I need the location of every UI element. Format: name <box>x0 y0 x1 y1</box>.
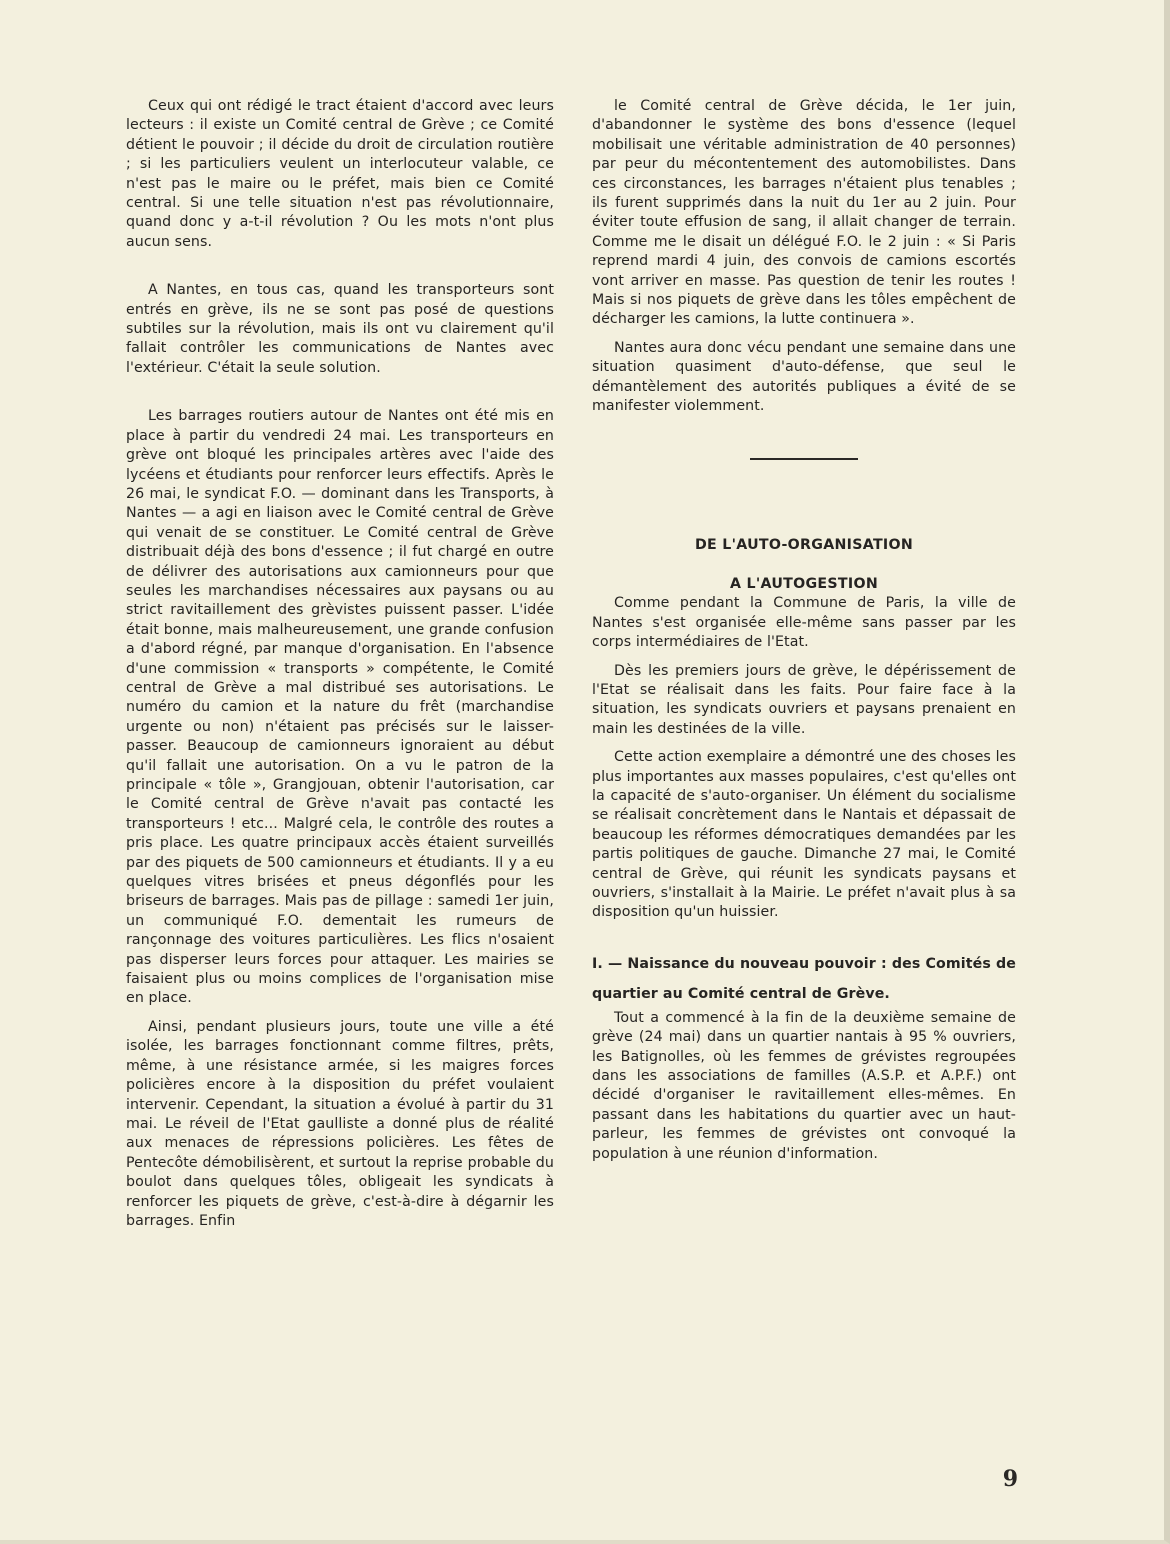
paragraph: le Comité central de Grève décida, le 1er juin, d'abandonner le système des bons d'essence (lequel mobilisait une véritable administration de 40 personnes) par peur du mécontentement des automobilistes. Dans ces circonstances, les barrages n'étaient plus tenables ; ils furent supprimés dans la nuit du 1er au 2 juin. Pour éviter toute effusion de sang, il allait changer de terrain. Comme me le disait un délégué F.O. le 2 juin : « Si Paris reprend mardi 4 juin, des convois de camions escortés vont arriver en masse. Pas question de tenir les routes ! Mais si nos piquets de grève dans les tôles empêchent de décharger les camions, la lutte continuera ». <box>592 98 1016 328</box>
paragraph: A Nantes, en tous cas, quand les transporteurs sont entrés en grève, ils ne se sont pas posé de questions subtiles sur la révolution, mais ils ont vu clairement qu'il fallait contrôler les communications de Nantes avec l'extérieur. C'était la seule solution. <box>126 282 554 376</box>
paragraph: Tout a commencé à la fin de la deuxième semaine de grève (24 mai) dans un quartier nantais à 95 % ouvriers, les Batignolles, où les femmes de grévistes regroupées dans les associations de familles (A.S.P. et A.P.F.) ont décidé d'organiser le ravitaillement elles-mêmes. En passant dans les habitations du quartier avec un haut-parleur, les femmes de grévistes ont convoqué la population à une réunion d'information. <box>592 1009 1016 1162</box>
left-column <box>126 97 554 1231</box>
paragraph: Ainsi, pendant plusieurs jours, toute une ville a été isolée, les barrages fonctionnant comme filtres, prêts, même, à une résistance armée, si les maigres forces policières encore à la disposition du préfet voulaient intervenir. Cependant, la situation a évolué à partir du 31 mai. Le réveil de l'Etat gaulliste a donné plus de réalité aux menaces de répressions policières. Les fêtes de Pentecôte démobilisèrent, et surtout la reprise probable du boulot dans quelques tôles, obligeait les syndicats à renforcer les piquets de grève, c'est-à-dire à dégarnir les barrages. Enfin <box>126 1018 554 1229</box>
paragraph: Nantes aura donc vécu pendant une semaine dans une situation quasiment d'auto-défense, que seul le démantèlement des autorités publiques a évité de se manifester violemment. <box>592 339 1016 415</box>
paragraph: Dès les premiers jours de grève, le dépérissement de l'Etat se réalisait dans les faits. Pour faire face à la situation, les syndicats ouvriers et paysans prenaient en main les destinées de la ville. <box>592 662 1016 737</box>
paragraph: Comme pendant la Commune de Paris, la ville de Nantes s'est organisée elle-même sans passer par les corps intermédiaires de l'Etat. <box>592 595 1016 651</box>
section-heading: DE L'AUTO-ORGANISATION <box>694 536 914 553</box>
section-divider <box>750 458 858 460</box>
paragraph: Cette action exemplaire a démontré une des choses les plus importantes aux masses populaires, c'est qu'elles ont la capacité de s'auto-organiser. Un élément du socialisme se réalisait concrètement dans le Nantais et dépassait de beaucoup les réformes démocratiques demandées par les partis politiques de gauche. Dimanche 27 mai, le Comité central de Grève, qui réunit les syndicats paysans et ouvriers, s'installait à la Mairie. Le préfet n'avait plus à sa disposition qu'un huissier. <box>592 749 1016 921</box>
paragraph: Les barrages routiers autour de Nantes ont été mis en place à partir du vendredi 24 mai. Les transporteurs en grève ont bloqué les principales artères avec l'aide des lycéens et étudiants pour renforcer leurs effectifs. Après le 26 mai, le syndicat F.O. — dominant dans les Transports, à Nantes — a agi en liaison avec le Comité central de Grève qui venait de se constituer. Le Comité central de Grève distribuait déjà des bons d'essence ; il fut chargé en outre de délivrer des autorisations aux camionneurs pour que seules les marchandises nécessaires aux paysans ou au strict ravitaillement des grèvistes puissent passer. L'idée était bonne, mais malheureusement, une grande confusion a d'abord régné, par manque d'organisation. En l'absence d'une commission « transports » compétente, le Comité central de Grève a mal distribué ses autorisations. Le numéro du camion et la nature du frêt (marchandise urgente ou non) n'étaient pas précisés sur le laisser-passer. Beaucoup de camionneurs ignoraient au début qu'il fallait une autorisation. On a vu le patron de la principale « tôle », Grangjouan, obtenir l'autorisation, car le Comité central de Grève n'avait pas contacté les transporteurs ! etc... Malgré cela, le contrôle des routes a pris place. Les quatre principaux accès étaient surveillés par des piquets de 500 camionneurs et étudiants. Il y a eu quelques vitres brisées et pneus dégonflés pour les briseurs de barrages. Mais pas de pillage : samedi 1er juin, un communiqué F.O. dementait les rumeurs de rançonnage des voitures particulières. Les flics n'osaient pas disperser leurs forces pour attaquer. Les mairies se faisaient plus ou moins complices de l'organisation mise en place. <box>126 408 554 1007</box>
right-column <box>592 97 1016 1164</box>
paragraph: Ceux qui ont rédigé le tract étaient d'accord avec leurs lecteurs : il existe un Comité central de Grève ; ce Comité détient le pouvoir ; il décide du droit de circulation routière ; si les particuliers veulent un interlocuteur valable, ce n'est pas le maire ou le préfet, mais bien ce Comité central. Si une telle situation n'est pas révolutionnaire, quand donc y a-t-il révolution ? Ou les mots n'ont plus aucun sens. <box>126 98 554 250</box>
subsection-heading: I. — Naissance du nouveau pouvoir : des Comités de quartier au Comité central de Grève. <box>592 955 1016 1002</box>
section-heading: A L'AUTOGESTION <box>729 575 879 592</box>
page-number: 9 <box>1002 1466 1018 1492</box>
